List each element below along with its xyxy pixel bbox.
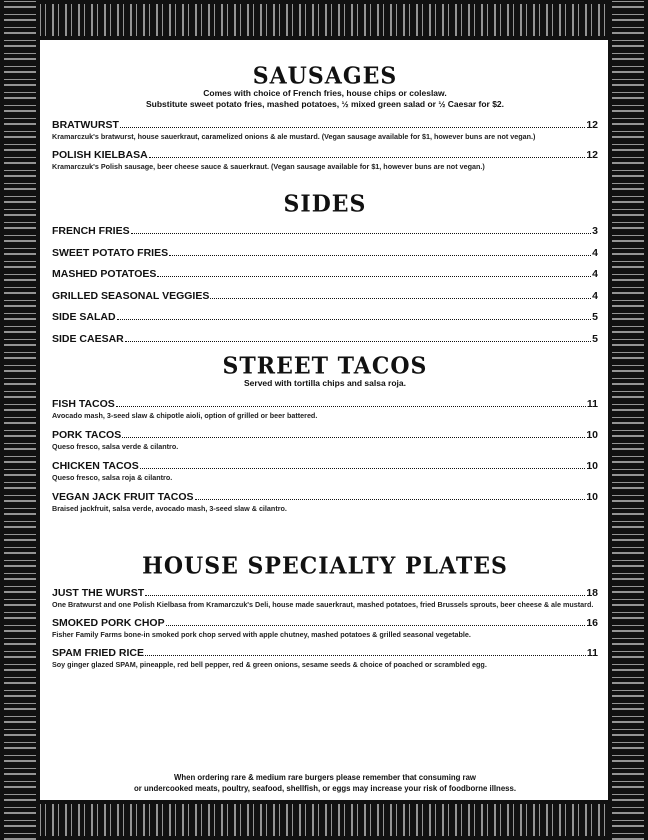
item-name: GRILLED SEASONAL VEGGIES [52,289,210,302]
item-price: 18 [586,587,598,599]
menu-item [52,224,598,238]
item-description: Queso fresco, salsa roja & cilantro. [52,473,173,482]
menu-item [52,246,598,260]
item-price: 5 [592,311,598,323]
dot-leader [195,490,586,500]
item-description: Kramarczuk's Polish sausage, beer cheese sauce & sauerkraut. (Vegan sausage available for $1, however buns are not vegan.) [52,162,485,171]
menu-item [52,118,598,142]
section-subtitle: Served with tortilla chips and salsa roja. [243,378,407,388]
dot-leader [166,616,586,626]
decorative-border-top [0,0,648,40]
section-sides [52,192,598,346]
section-title: HOUSE SPECIALTY PLATES [142,552,508,580]
item-description: One Bratwurst and one Polish Kielbasa from Kramarczuk's Deli, house made sauerkraut, mashed potatoes, fried Brussels sprouts, beer cheese & ale mustard. [52,600,594,609]
notice-line: When ordering rare & medium rare burgers please remember that consuming raw [174,773,476,782]
item-price: 10 [586,491,598,503]
section-subtitle: Comes with choice of French fries, house chips or coleslaw. [203,88,447,98]
dot-leader [145,586,585,596]
menu-item [52,310,598,324]
decorative-border-bottom [0,800,648,840]
menu-item [52,646,598,670]
food-safety-notice [52,772,598,794]
section-title: SIDES [283,190,367,218]
decorative-border-left [0,0,40,840]
item-price: 11 [586,647,598,659]
item-name: SMOKED PORK CHOP [52,617,165,629]
section-house-specialty-plates [52,554,598,670]
item-price: 16 [586,617,598,629]
item-name: POLISH KIELBASA [52,149,148,161]
item-description: Braised jackfruit, salsa verde, avocado mash, 3-seed slaw & cilantro. [52,504,287,513]
dot-leader [157,267,591,277]
item-name: FISH TACOS [52,398,115,410]
item-price: 4 [592,289,598,302]
item-name: VEGAN JACK FRUIT TACOS [52,491,194,503]
item-price: 4 [592,268,598,280]
section-sausages [52,64,598,172]
item-name: SIDE CAESAR [52,332,124,345]
dot-leader [210,289,591,299]
menu-item [52,616,598,640]
menu-item [52,289,598,303]
dot-leader [117,310,592,320]
decorative-border-right [608,0,648,840]
item-description: Kramarczuk's bratwurst, house sauerkraut, caramelized onions & ale mustard. (Vegan sausage available for $1, however buns are not vegan.) [52,132,536,141]
dot-leader [122,428,585,438]
item-name: SPAM FRIED RICE [52,647,144,659]
dot-leader [131,224,592,234]
dot-leader [140,459,586,469]
section-title: SAUSAGES [252,62,398,90]
item-name: FRENCH FRIES [52,225,130,237]
menu-item [52,490,598,514]
section-subtitle: Substitute sweet potato fries, mashed potatoes, ½ mixed green salad or ½ Caesar for $2. [145,99,505,109]
item-name: JUST THE WURST [52,587,145,599]
item-name: BRATWURST [52,119,119,131]
dot-leader [149,148,586,158]
item-name: MASHED POTATOES [52,268,157,280]
item-name: SIDE SALAD [52,311,116,323]
dot-leader [125,332,591,342]
item-price: 10 [586,460,598,472]
item-price: 11 [586,398,598,410]
item-description: Queso fresco, salsa verde & cilantro. [52,442,179,451]
item-name: CHICKEN TACOS [52,460,139,472]
item-description: Avocado mash, 3-seed slaw & chipotle aioli, option of grilled or beer battered. [52,411,318,420]
dot-leader [169,246,591,256]
dot-leader [145,646,586,656]
menu-item [52,428,598,452]
menu-item [52,148,598,172]
item-price: 12 [586,149,598,161]
dot-leader [116,397,586,407]
menu-item [52,586,598,610]
dot-leader [120,118,585,128]
item-price: 5 [592,332,598,345]
notice-line: or undercooked meats, poultry, seafood, shellfish, or eggs may increase your risk of foodborne illness. [134,784,516,793]
section-street-tacos [52,354,598,514]
item-price: 4 [592,246,598,259]
item-description: Soy ginger glazed SPAM, pineapple, red bell pepper, red & green onions, sesame seeds & choice of poached or scrambled egg. [52,660,487,669]
item-description: Fisher Family Farms bone-in smoked pork chop served with apple chutney, mashed potatoes & grilled seasonal vegetable. [52,630,471,639]
menu-item [52,397,598,421]
item-name: SWEET POTATO FRIES [52,246,169,259]
item-price: 10 [586,429,598,441]
menu-item [52,332,598,346]
item-name: PORK TACOS [52,429,122,441]
item-price: 12 [586,119,598,131]
item-price: 3 [592,225,598,237]
section-title: STREET TACOS [222,352,428,380]
menu-item [52,459,598,483]
menu-item [52,267,598,281]
